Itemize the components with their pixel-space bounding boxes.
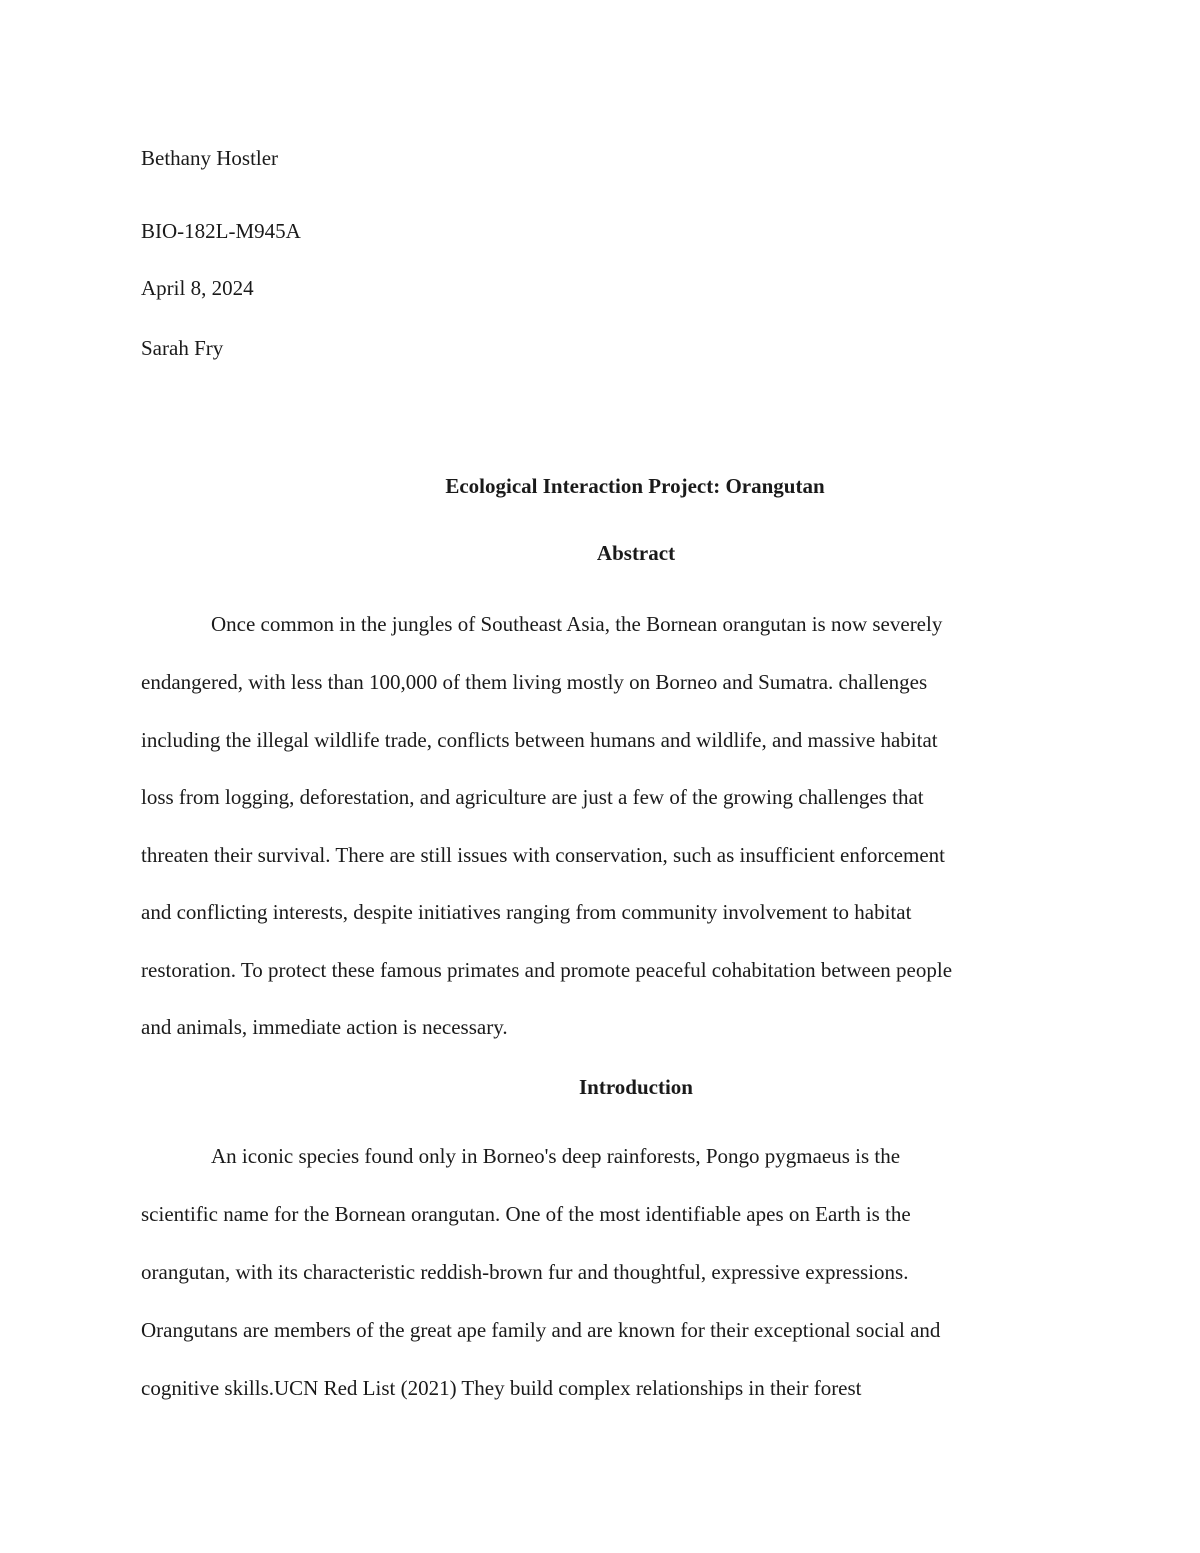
introduction-line: cognitive skills.UCN Red List (2021) They build complex relationships in their forest (141, 1376, 862, 1400)
abstract-heading: Abstract (596, 541, 676, 565)
introduction-line: orangutan, with its characteristic reddish-brown fur and thoughtful, expressive expressions. (141, 1260, 909, 1284)
abstract-line: endangered, with less than 100,000 of them living mostly on Borneo and Sumatra. challenges (141, 670, 928, 694)
abstract-line: restoration. To protect these famous primates and promote peaceful cohabitation between people (141, 958, 953, 982)
author-name: Bethany Hostler (141, 146, 279, 170)
abstract-line: and animals, immediate action is necessary. (141, 1015, 508, 1039)
abstract-line: and conflicting interests, despite initiatives ranging from community involvement to habitat (141, 900, 912, 924)
abstract-line: Once common in the jungles of Southeast Asia, the Bornean orangutan is now severely (211, 612, 943, 636)
abstract-line: threaten their survival. There are still issues with conservation, such as insufficient enforcement (141, 843, 945, 867)
introduction-line: scientific name for the Bornean orangutan. One of the most identifiable apes on Earth is the (141, 1202, 911, 1226)
abstract-line: including the illegal wildlife trade, conflicts between humans and wildlife, and massive habitat (141, 728, 938, 752)
document-title: Ecological Interaction Project: Orangutan (445, 474, 825, 498)
abstract-line: loss from logging, deforestation, and agriculture are just a few of the growing challenges that (141, 785, 924, 809)
submission-date: April 8, 2024 (141, 276, 254, 300)
course-code: BIO-182L-M945A (141, 219, 301, 243)
introduction-line: An iconic species found only in Borneo's deep rainforests, Pongo pygmaeus is the (211, 1144, 901, 1168)
introduction-heading: Introduction (579, 1075, 693, 1099)
introduction-line: Orangutans are members of the great ape family and are known for their exceptional social and (141, 1318, 941, 1342)
instructor-name: Sarah Fry (141, 336, 224, 360)
